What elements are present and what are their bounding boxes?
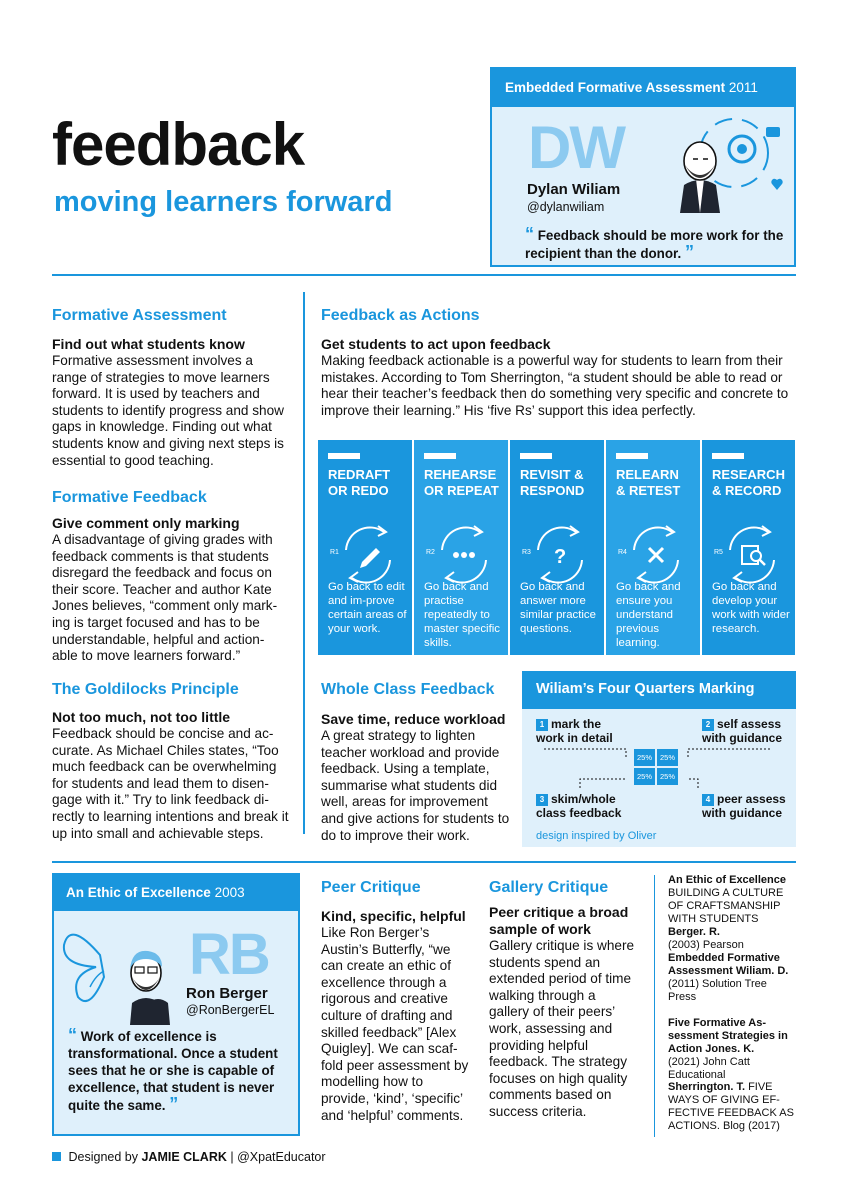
- wiliam-quote-text: Feedback should be more work for the recipient than the donor.: [525, 228, 784, 261]
- quarter-cell: 25%: [657, 768, 678, 785]
- quarter-label: 4 peer assess with guidance: [702, 792, 786, 820]
- berger-book-year: 2003: [214, 885, 245, 900]
- r-card: [414, 440, 508, 655]
- five-rs-strip: [318, 440, 795, 655]
- r-tab: [616, 453, 648, 459]
- wiliam-quote: [525, 226, 793, 262]
- r-description: Go back and practise repeatedly to master specific skills.: [424, 581, 500, 649]
- quarter-cell: 25%: [634, 768, 655, 785]
- berger-band: [54, 875, 298, 911]
- wiliam-book-title: Embedded Formative Assessment: [505, 80, 726, 95]
- berger-book-title: An Ethic of Excellence: [66, 885, 211, 900]
- whole-class-heading: Whole Class Feedback: [321, 681, 495, 698]
- svg-text:R2: R2: [426, 549, 435, 556]
- berger-handle: @RonBergerEL: [186, 1003, 275, 1017]
- r-card: [318, 440, 412, 655]
- formative-feedback-subheading: Give comment only marking: [52, 515, 240, 531]
- wiliam-initials: DW: [528, 114, 624, 181]
- r-tab: [328, 453, 360, 459]
- r-title: REVISIT & RESPOND: [520, 467, 585, 498]
- svg-text:R4: R4: [618, 549, 627, 556]
- formative-assessment-body: Formative assessment involves a range of strategies to move learners forward. It is used by teachers and students to identify progress and show gaps in knowledge. Finding out what students know and giving next steps is essential to good teaching.: [52, 353, 284, 468]
- actions-body: Making feedback actionable is a powerful way for students to learn from their mistakes. According to Tom Sherrington, “a student should be able to read or hear their teacher’s feedback then do something very specific and concrete to improve their learning.” His ‘five Rs’ support this idea perfectly.: [321, 353, 789, 418]
- berger-panel: [52, 873, 300, 1136]
- quarter-label: 3 skim/whole class feedback: [536, 792, 622, 820]
- r-card: [510, 440, 604, 655]
- wiliam-panel: [490, 67, 796, 267]
- divider-bottom: [52, 861, 796, 863]
- page-title: feedback: [52, 111, 305, 178]
- formative-assessment-subheading: Find out what students know: [52, 336, 245, 352]
- quarter-label: 2 self assess with guidance: [702, 717, 783, 745]
- four-quarters-heading: Wiliam’s Four Quarters Marking: [522, 671, 796, 709]
- close-quote-icon: ”: [169, 1094, 179, 1114]
- berger-initials: RB: [189, 922, 269, 987]
- reference-item: An Ethic of Excellence BUILDING A CULTURE OF CRAFTSMANSHIP WITH STUDENTS Berger. R. (2003) Pearson: [668, 874, 786, 951]
- open-quote-icon: “: [68, 1025, 77, 1045]
- r-tab: [520, 453, 552, 459]
- formative-feedback-heading: Formative Feedback: [52, 489, 207, 506]
- quarter-cell: 25%: [634, 749, 655, 766]
- open-quote-icon: “: [525, 224, 534, 244]
- r-title: REHEARSE OR REPEAT: [424, 467, 499, 498]
- quarter-label: 1 mark the work in detail: [536, 717, 613, 745]
- svg-text:R3: R3: [522, 549, 531, 556]
- svg-text:R1: R1: [330, 549, 339, 556]
- gallery-subheading: Peer critique a broad sample of work: [489, 904, 629, 937]
- gallery-body: Gallery critique is where students spend an extended period of time walking through a gallery of their peers’ work, assessing and providing helpful feedback. The strategy focuses on high quality comments based on success criteria.: [489, 938, 635, 1119]
- reference-item: Sherrington. T. FIVE WAYS OF GIVING EF-FECTIVE FEEDBACK AS ACTIONS. Blog (2017): [668, 1081, 794, 1132]
- wiliam-portrait-icon: [662, 113, 792, 213]
- reference-item: Five Formative As-sessment Strategies in Action Jones. K. (2021) John Catt Educational: [668, 1017, 788, 1081]
- r-tab: [712, 453, 744, 459]
- four-quarters-panel: [522, 671, 796, 847]
- actions-subheading: Get students to act upon feedback: [321, 336, 551, 352]
- berger-name: Ron Berger: [186, 985, 268, 1002]
- quarter-cell: 25%: [657, 749, 678, 766]
- footer-author: JAMIE CLARK: [141, 1150, 227, 1164]
- peer-body: Like Ron Berger’s Austin’s Butterfly, “we can create an ethic of excellence through a rigorous and creative culture of drafting and skilled feedback” [Alex Quigley]. We can scaf-fold peer assessment by modelling how to provide, ‘kind’, ‘specific’ and ‘helpful’ comments.: [321, 925, 469, 1123]
- r-card: [606, 440, 700, 655]
- divider-column: [303, 292, 305, 834]
- whole-class-body: A great strategy to lighten teacher workload and provide feedback. Using a template, summarise what students did well, areas for improvement and give actions for students to do to improve their work.: [321, 728, 510, 843]
- berger-quote: [68, 1027, 294, 1114]
- r-description: Go back and ensure you understand previous learning.: [616, 581, 681, 649]
- formative-assessment-heading: Formative Assessment: [52, 307, 227, 324]
- r-description: Go back to edit and im-prove certain areas of your work.: [328, 581, 407, 635]
- peer-subheading: Kind, specific, helpful: [321, 908, 466, 924]
- whole-class-subheading: Save time, reduce workload: [321, 711, 506, 727]
- page-subtitle: moving learners forward: [54, 186, 393, 218]
- divider-top: [52, 274, 796, 276]
- wiliam-book-year: 2011: [728, 80, 758, 95]
- goldilocks-body: Feedback should be concise and ac-curate. As Michael Chiles states, “Too much feedback can be overwhelming for students and lead them to disen-gage with it.” Try to link feedback di-rectly to learning intentions and break it up into small and achievable steps.: [52, 726, 289, 841]
- butterfly-portrait-icon: [60, 915, 186, 1025]
- wiliam-band: [492, 69, 794, 107]
- goldilocks-heading: The Goldilocks Principle: [52, 681, 239, 698]
- divider-references: [654, 875, 655, 1137]
- r-tab: [424, 453, 456, 459]
- berger-quote-text: Work of excellence is transformational. Once a student sees that he or she is capable of excellence, that student is never quite the same.: [68, 1029, 278, 1113]
- close-quote-icon: ”: [684, 242, 694, 262]
- r-description: Go back and answer more similar practice questions.: [520, 581, 596, 635]
- formative-feedback-body: A disadvantage of giving grades with feedback comments is that students disregard the feedback and focus on their score. Teacher and author Kate Jones believes, “comment only mark-ing is target focused and has to be understandable, helpful and action-able to move learners forward.”: [52, 532, 278, 664]
- actions-heading: Feedback as Actions: [321, 307, 480, 324]
- quarters-credit: design inspired by Oliver: [536, 830, 657, 842]
- wiliam-handle: @dylanwiliam: [527, 200, 605, 214]
- footer-square-icon: [52, 1152, 61, 1161]
- reference-item: Embedded Formative Assessment Wiliam. D. (2011) Solution Tree Press: [668, 952, 789, 1003]
- svg-text:?: ?: [554, 546, 567, 568]
- footer-prefix: Designed by: [68, 1150, 138, 1164]
- footer-separator: |: [230, 1150, 234, 1164]
- footer-handle: @XpatEducator: [237, 1150, 326, 1164]
- peer-heading: Peer Critique: [321, 879, 421, 896]
- r-title: REDRAFT OR REDO: [328, 467, 391, 498]
- gallery-heading: Gallery Critique: [489, 879, 609, 896]
- r-title: RESEARCH & RECORD: [712, 467, 785, 498]
- r-card: [702, 440, 795, 655]
- footer-credit: [52, 1150, 326, 1164]
- r-description: Go back and develop your work with wider research.: [712, 581, 790, 635]
- wiliam-name: Dylan Wiliam: [527, 181, 621, 198]
- r-title: RELEARN & RETEST: [616, 467, 681, 498]
- svg-text:R5: R5: [714, 549, 723, 556]
- goldilocks-subheading: Not too much, not too little: [52, 709, 231, 725]
